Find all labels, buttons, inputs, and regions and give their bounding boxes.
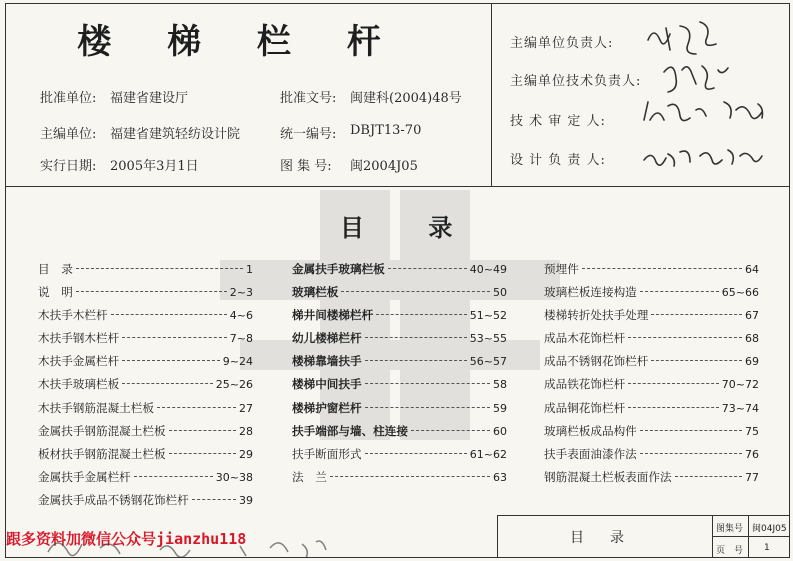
toc-leader bbox=[122, 337, 227, 338]
toc-leader bbox=[341, 291, 490, 292]
footer-top bbox=[497, 515, 789, 516]
toc-entry bbox=[38, 466, 253, 489]
toc-leader bbox=[365, 383, 490, 384]
toc-entry bbox=[38, 420, 253, 443]
review-label: 技 术 审 定 人: bbox=[510, 114, 606, 129]
toc-entry-label: 木扶手钢木栏杆 bbox=[38, 331, 120, 346]
toc-entry-label: 成品不锈钢花饰栏杆 bbox=[544, 354, 649, 369]
toc-leader bbox=[157, 407, 236, 408]
toc-entry-label: 楼梯转折处扶手处理 bbox=[544, 308, 649, 323]
toc-entry bbox=[544, 304, 759, 327]
toc-entry-label: 成品铜花饰栏杆 bbox=[544, 400, 626, 415]
toc-entry-label: 金属扶手钢筋混凝土栏板 bbox=[38, 423, 166, 438]
toc-entry-page: 58 bbox=[493, 378, 507, 392]
toc-leader bbox=[628, 337, 742, 338]
toc-entry-page: 9~24 bbox=[222, 355, 253, 369]
toc-entry-label: 楼梯中间扶手 bbox=[292, 377, 362, 392]
toc-entry bbox=[38, 281, 253, 304]
handwritten-scribble bbox=[40, 528, 340, 560]
toc-column-3 bbox=[544, 258, 759, 489]
toc-entry-label: 木扶手玻璃栏板 bbox=[38, 377, 120, 392]
approval-doc-label: 批准文号: bbox=[280, 91, 337, 106]
toc-leader bbox=[582, 268, 742, 269]
toc-column-1 bbox=[38, 258, 253, 512]
toc-entry bbox=[38, 489, 253, 512]
frame-top bbox=[5, 3, 790, 4]
toc-leader bbox=[76, 291, 227, 292]
header-column-divider bbox=[491, 3, 492, 186]
approval-unit: 福建省建设厅 bbox=[110, 91, 189, 106]
toc-entry-page: 64 bbox=[745, 263, 759, 276]
toc-entry-page: 56~57 bbox=[469, 355, 507, 369]
toc-entry-label: 楼梯护窗栏杆 bbox=[292, 400, 362, 415]
toc-entry-label: 预埋件 bbox=[544, 262, 579, 276]
toc-entry bbox=[292, 350, 507, 373]
toc-leader bbox=[169, 453, 236, 454]
toc-entry-label: 说 明 bbox=[38, 285, 73, 300]
toc-entry-page: 30~38 bbox=[215, 470, 253, 484]
toc-leader bbox=[134, 476, 213, 477]
toc-entry-page: 69 bbox=[745, 355, 759, 369]
toc-entry-page: 40~49 bbox=[469, 263, 507, 276]
toc-entry bbox=[292, 397, 507, 420]
effective-date-label: 实行日期: bbox=[40, 159, 97, 174]
toc-entry-label: 金属扶手金属栏杆 bbox=[38, 469, 131, 484]
approval-unit-label: 批准单位: bbox=[40, 91, 97, 106]
toc-leader bbox=[169, 430, 236, 431]
promo-note: 跟多资料加微信公众号jianzhu118 bbox=[6, 530, 247, 548]
editor-unit: 福建省建筑轻纺设计院 bbox=[110, 127, 241, 142]
footer-page: 1 bbox=[764, 543, 770, 553]
toc-entry bbox=[292, 304, 507, 327]
toc-leader bbox=[640, 430, 742, 431]
atlas-no: 闽2004J05 bbox=[350, 159, 418, 174]
toc-leader bbox=[388, 268, 467, 269]
toc-leader bbox=[640, 291, 719, 292]
toc-entry-label: 木扶手金属栏杆 bbox=[38, 354, 120, 369]
toc-leader bbox=[111, 314, 227, 315]
toc-entry-label: 钢筋混凝土栏板表面作法 bbox=[544, 469, 672, 484]
toc-entry-page: 73~74 bbox=[721, 401, 759, 415]
toc-entry-label: 木扶手木栏杆 bbox=[38, 308, 108, 323]
toc-entry-label: 金属扶手成品不锈钢花饰栏杆 bbox=[38, 492, 189, 507]
toc-entry-label: 楼梯靠墙扶手 bbox=[292, 354, 362, 369]
toc-entry bbox=[38, 373, 253, 396]
toc-leader bbox=[376, 314, 467, 315]
toc-entry-page: 68 bbox=[745, 332, 759, 346]
toc-leader bbox=[330, 476, 490, 477]
toc-entry-label: 金属扶手玻璃栏板 bbox=[292, 262, 385, 276]
toc-leader bbox=[675, 476, 742, 477]
toc-column-2 bbox=[292, 258, 507, 489]
toc-entry bbox=[292, 281, 507, 304]
toc-entry-page: 39 bbox=[239, 493, 253, 507]
atlas-no-label: 图 集 号: bbox=[280, 159, 332, 174]
editor-unit-label: 主编单位: bbox=[40, 127, 97, 142]
toc-entry-label: 玻璃栏板连接构造 bbox=[544, 285, 637, 300]
toc-entry-label: 梯井间楼梯栏杆 bbox=[292, 308, 374, 323]
toc-entry bbox=[292, 327, 507, 350]
toc-entry bbox=[292, 466, 507, 489]
toc-title: 目 录 bbox=[340, 213, 481, 242]
toc-entry bbox=[544, 350, 759, 373]
toc-entry-page: 53~55 bbox=[469, 332, 507, 346]
toc-leader bbox=[365, 360, 467, 361]
toc-entry bbox=[544, 327, 759, 350]
toc-entry-page: 77 bbox=[745, 470, 759, 484]
approval-doc: 闽建科(2004)48号 bbox=[350, 91, 462, 106]
toc-entry-label: 成品铁花饰栏杆 bbox=[544, 377, 626, 392]
toc-entry-page: 75 bbox=[745, 424, 759, 438]
toc-entry-page: 65~66 bbox=[721, 286, 759, 300]
toc-entry bbox=[38, 397, 253, 420]
toc-leader bbox=[651, 314, 742, 315]
toc-entry bbox=[292, 443, 507, 466]
toc-entry-label: 板材扶手钢筋混凝土栏板 bbox=[38, 446, 166, 461]
footer-left bbox=[497, 515, 498, 557]
unified-no-label: 统一编号: bbox=[280, 127, 337, 142]
toc-entry bbox=[38, 304, 253, 327]
toc-entry-label: 木扶手钢筋混凝土栏板 bbox=[38, 400, 154, 415]
toc-entry-label: 扶手端部与墙、柱连接 bbox=[292, 423, 408, 438]
frame-left bbox=[5, 3, 6, 557]
toc-leader bbox=[192, 499, 236, 500]
handwritten-signatures bbox=[640, 10, 785, 180]
toc-entry bbox=[38, 350, 253, 373]
toc-entry bbox=[292, 420, 507, 443]
toc-entry-label: 玻璃栏板 bbox=[292, 285, 339, 300]
toc-entry bbox=[544, 443, 759, 466]
toc-entry-label: 扶手表面油漆作法 bbox=[544, 446, 637, 461]
page-title: 楼 梯 栏 杆 bbox=[77, 22, 403, 62]
toc-leader bbox=[365, 337, 467, 338]
toc-leader bbox=[640, 453, 742, 454]
effective-date: 2005年3月1日 bbox=[110, 159, 199, 174]
toc-entry-page: 63 bbox=[493, 470, 507, 484]
design-label: 设 计 负 责 人: bbox=[510, 153, 606, 168]
toc-entry bbox=[292, 373, 507, 396]
toc-entry-page: 51~52 bbox=[469, 309, 507, 323]
frame-right bbox=[789, 3, 790, 557]
responsible-label: 主编单位负责人: bbox=[510, 36, 614, 51]
toc-entry-label: 扶手断面形式 bbox=[292, 446, 362, 461]
toc-entry-page: 2~3 bbox=[229, 286, 253, 300]
toc-entry bbox=[544, 281, 759, 304]
toc-entry-label: 目 录 bbox=[38, 262, 73, 276]
footer-page-label: 页 号 bbox=[716, 546, 744, 556]
toc-entry-label: 成品木花饰栏杆 bbox=[544, 331, 626, 346]
toc-entry bbox=[38, 327, 253, 350]
toc-entry-page: 25~26 bbox=[215, 378, 253, 392]
footer-sheet-title: 目 录 bbox=[570, 530, 630, 546]
toc-entry-page: 1 bbox=[246, 263, 253, 276]
unified-no: DBJT13-70 bbox=[350, 123, 422, 138]
toc-leader bbox=[651, 360, 742, 361]
toc-entry-page: 27 bbox=[239, 401, 253, 415]
toc-leader bbox=[365, 453, 467, 454]
footer-atlas-label: 图集号 bbox=[716, 524, 744, 534]
toc-entry-page: 67 bbox=[745, 309, 759, 323]
toc-entry bbox=[38, 258, 253, 281]
toc-entry bbox=[38, 443, 253, 466]
toc-leader bbox=[628, 407, 719, 408]
toc-entry-page: 28 bbox=[239, 424, 253, 438]
toc-entry bbox=[544, 466, 759, 489]
toc-leader bbox=[122, 383, 213, 384]
toc-leader bbox=[122, 360, 220, 361]
footer-atlas-no: 闽04J05 bbox=[752, 524, 787, 534]
toc-entry-page: 61~62 bbox=[469, 447, 507, 461]
toc-entry-page: 29 bbox=[239, 447, 253, 461]
tech-label: 主编单位技术负责人: bbox=[510, 74, 642, 89]
toc-entry bbox=[544, 397, 759, 420]
toc-entry-label: 玻璃栏板成品构件 bbox=[544, 423, 637, 438]
toc-entry bbox=[292, 258, 507, 281]
toc-entry-page: 4~6 bbox=[229, 309, 253, 323]
toc-entry-page: 70~72 bbox=[721, 378, 759, 392]
toc-entry-page: 76 bbox=[745, 447, 759, 461]
toc-entry bbox=[544, 373, 759, 396]
toc-entry bbox=[544, 420, 759, 443]
toc-entry-page: 7~8 bbox=[229, 332, 253, 346]
toc-entry bbox=[544, 258, 759, 281]
toc-entry-page: 50 bbox=[493, 286, 507, 300]
footer-row-divider bbox=[712, 536, 789, 537]
toc-leader bbox=[411, 430, 490, 431]
toc-entry-page: 59 bbox=[493, 401, 507, 415]
toc-leader bbox=[628, 383, 719, 384]
toc-entry-label: 幼儿楼梯栏杆 bbox=[292, 331, 362, 346]
toc-entry-page: 60 bbox=[493, 424, 507, 438]
toc-leader bbox=[365, 407, 490, 408]
toc-entry-label: 法 兰 bbox=[292, 469, 327, 484]
toc-leader bbox=[76, 268, 243, 269]
